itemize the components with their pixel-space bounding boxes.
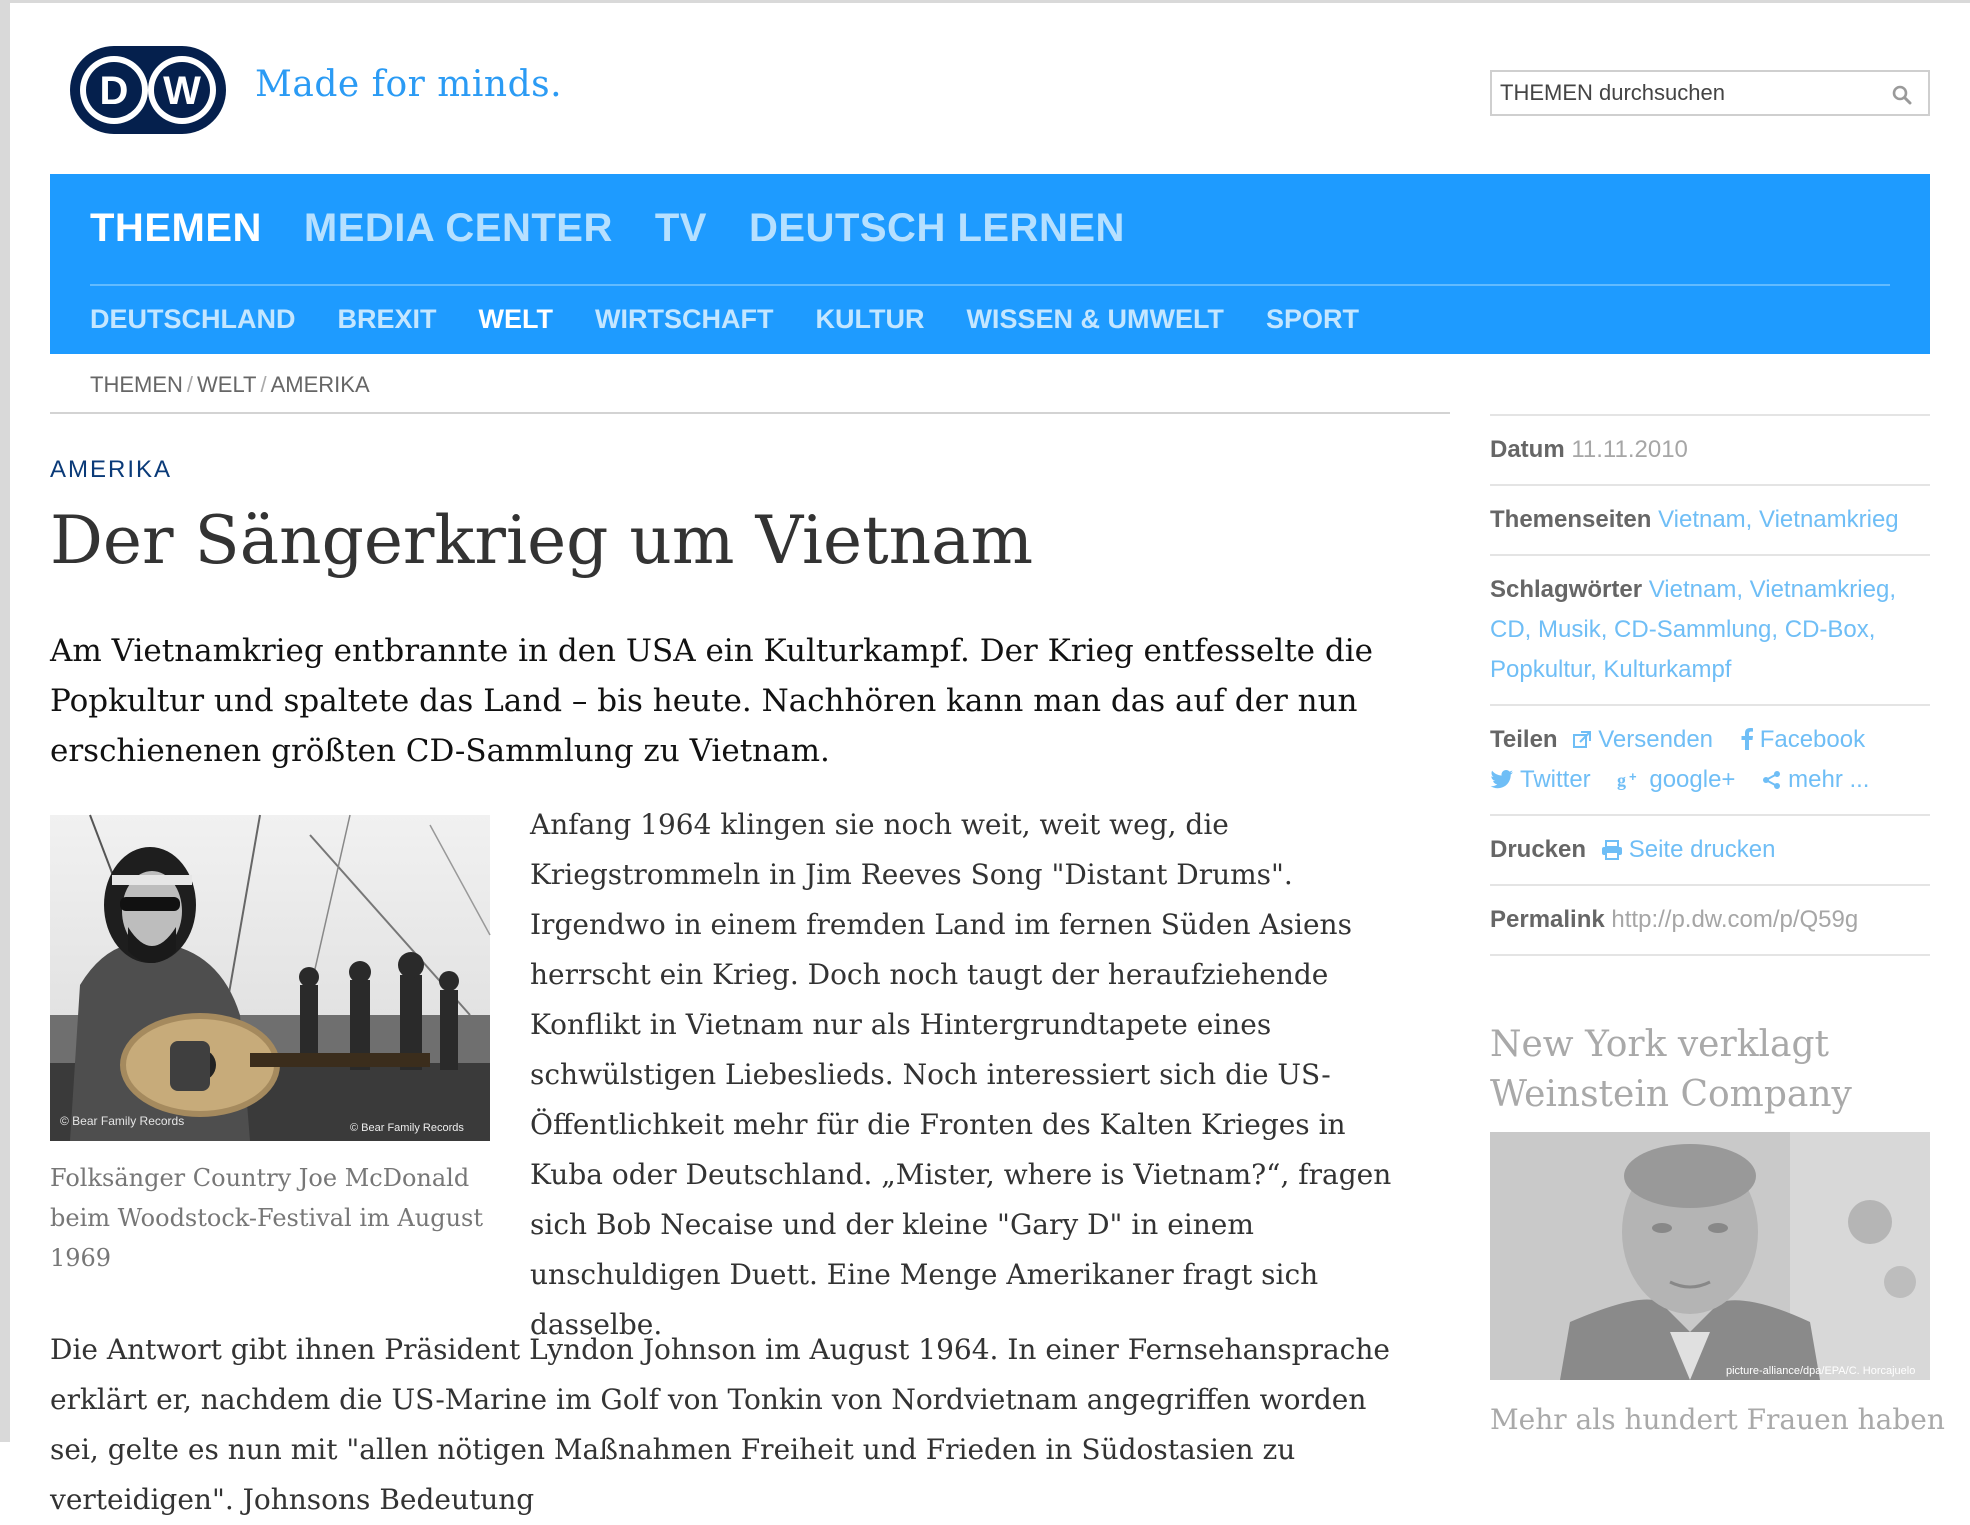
article-title: Der Sängerkrieg um Vietnam (50, 502, 1034, 579)
nav-media-center[interactable]: MEDIA CENTER (303, 206, 613, 250)
subnav-welt[interactable]: WELT (478, 304, 553, 334)
photo-woodstock-image (50, 815, 490, 1141)
meta-datum (1490, 414, 1930, 484)
search-icon[interactable] (1890, 83, 1914, 107)
meta-drucken-label: Drucken (1490, 836, 1587, 863)
nav-themen[interactable]: THEMEN (90, 206, 262, 250)
subnav-wirtschaft[interactable]: WIRTSCHAFT (595, 304, 774, 334)
teaser-photo-image (1490, 1132, 1930, 1380)
breadcrumb-item-themen[interactable]: THEMEN (90, 372, 183, 397)
meta-permalink (1490, 884, 1930, 956)
print-label: Seite drucken (1628, 836, 1776, 863)
meta-datum-label: Datum (1490, 436, 1565, 463)
teaser-text: Mehr als hundert Frauen haben (1490, 1403, 1945, 1436)
article-photo[interactable] (50, 815, 490, 1141)
tag-link[interactable]: Vietnam (1648, 576, 1737, 603)
breadcrumb (90, 372, 370, 398)
breadcrumb-item-amerika[interactable]: AMERIKA (270, 372, 370, 397)
subnav-kultur[interactable]: KULTUR (815, 304, 925, 334)
meta-schlagwoerter: Schlagwörter Vietnam, Vietnamkrieg, CD, Musik, CD-Sammlung, CD-Box, Popkultur, Kulturkampf (1490, 554, 1930, 704)
share-more[interactable] (1762, 760, 1869, 800)
themenseite-link[interactable]: Vietnam (1658, 506, 1746, 533)
svg-text:+: + (1629, 769, 1637, 784)
nav-main-list (90, 206, 1125, 251)
tag-link[interactable]: CD (1490, 616, 1525, 643)
share-google[interactable] (1617, 760, 1735, 800)
share-send[interactable] (1572, 720, 1713, 760)
meta-teilen (1490, 704, 1930, 814)
teaser-title[interactable]: New York verklagt Weinstein Company (1490, 1024, 1852, 1115)
photo-credit-right: © Bear Family Records (350, 1122, 464, 1134)
brand-tagline: Made for minds. (255, 64, 563, 105)
print-icon (1601, 840, 1623, 860)
nav-deutsch-lernen[interactable]: DEUTSCH LERNEN (748, 206, 1125, 250)
article-kicker[interactable]: AMERIKA (50, 456, 173, 483)
tag-link[interactable]: Kulturkampf (1603, 656, 1732, 683)
share-twitter[interactable] (1490, 760, 1591, 800)
tag-link[interactable]: Musik (1538, 616, 1601, 643)
subnav-wissen-umwelt[interactable]: WISSEN & UMWELT (966, 304, 1224, 334)
print-button[interactable] (1601, 830, 1776, 870)
breadcrumb-item-welt[interactable]: WELT (197, 372, 257, 397)
article-paragraph-1: Anfang 1964 klingen sie noch weit, weit weg, die Kriegstrommeln in Jim Reeves Song "Distant Drums". Irgendwo in einem fremden Land im fernen Süden Asiens herrscht ein Krieg. Doch noch taugt der heraufziehende Konflikt in Vietnam nur als Hintergrundtapete eines schwülstigen Liebeslieds. Noch interessiert sich die US-Öffentlichkeit mehr für die Fronten des Kalten Krieges in Kuba oder Deutschland. „Mister, where is Vietnam?“, fragen sich Bob Necaise und der kleine "Gary D" in einem unschuldigen Duett. Eine Menge Amerikaner fragt sich dasselbe. (530, 808, 1392, 1341)
meta-schlagwoerter-label: Schlagwörter (1490, 576, 1643, 603)
svg-text:g: g (1617, 770, 1627, 790)
meta-drucken (1490, 814, 1930, 884)
tag-link[interactable]: Popkultur (1490, 656, 1591, 683)
teaser-photo[interactable] (1490, 1132, 1930, 1380)
breadcrumb-separator: / (186, 372, 194, 397)
meta-teilen-label: Teilen (1490, 726, 1558, 753)
nav-divider (90, 284, 1890, 286)
subnav-sport[interactable]: SPORT (1265, 304, 1359, 334)
meta-themenseiten-label: Themenseiten (1490, 506, 1652, 533)
dw-logo-icon (68, 44, 228, 136)
share-icon (1762, 770, 1782, 790)
meta-datum-value: 11.11.2010 (1571, 436, 1688, 463)
twitter-icon (1490, 770, 1514, 790)
article-paragraph-2: Die Antwort gibt ihnen Präsident Lyndon Johnson im August 1964. In einer Fernsehansprache erklärt er, nachdem die US-Marine im Golf von Tonkin von Nordvietnam angegriffen worden sei, gelte es nun mit "allen nötigen Maßnahmen Freiheit und Frieden in Südostasien zu verteidigen". Johnsons Bedeutung (50, 1333, 1390, 1516)
permalink-url[interactable]: http://p.dw.com/p/Q59g (1611, 906, 1859, 933)
external-link-icon (1572, 730, 1592, 750)
article-meta (1490, 414, 1930, 956)
facebook-icon (1740, 728, 1754, 750)
search-input[interactable] (1492, 80, 1872, 106)
google-plus-icon (1617, 770, 1643, 790)
svg-text:W: W (163, 69, 201, 113)
page-left-edge (0, 0, 10, 1442)
share-more-label: mehr ... (1788, 766, 1870, 793)
search-box (1490, 70, 1930, 116)
main-navigation (50, 174, 1930, 354)
photo-credit-left: © Bear Family Records (60, 1114, 185, 1128)
themenseite-link[interactable]: Vietnamkrieg (1759, 506, 1899, 533)
tag-link[interactable]: Vietnamkrieg (1749, 576, 1890, 603)
breadcrumb-separator: / (260, 372, 267, 397)
nav-sub-list (90, 304, 1359, 335)
share-google-label: google+ (1649, 766, 1736, 793)
photo-caption: Folksänger Country Joe McDonald beim Woodstock-Festival im August 1969 (50, 1164, 483, 1272)
meta-themenseiten: Themenseiten Vietnam, Vietnamkrieg (1490, 484, 1930, 554)
dw-logo[interactable] (68, 44, 228, 136)
content-divider (50, 412, 1450, 414)
article-lead: Am Vietnamkrieg entbrannte in den USA ein Kulturkampf. Der Krieg entfesselte die Popkultur und spaltete das Land – bis heute. Nachhören kann man das auf der nun erschienenen größten CD-Sammlung zu Vietnam. (50, 633, 1373, 769)
share-facebook-label: Facebook (1759, 726, 1866, 753)
page-top-edge (0, 0, 1970, 3)
share-facebook[interactable] (1740, 720, 1865, 760)
teaser-photo-credit: picture-alliance/dpa/EPA/C. Horcajuelo (1726, 1365, 1916, 1377)
share-send-label: Versenden (1598, 726, 1714, 753)
nav-tv[interactable]: TV (654, 206, 707, 250)
subnav-brexit[interactable]: BREXIT (337, 304, 437, 334)
tag-link[interactable]: CD-Sammlung (1614, 616, 1772, 643)
share-twitter-label: Twitter (1520, 766, 1591, 793)
meta-permalink-label: Permalink (1490, 906, 1605, 933)
tag-link[interactable]: CD-Box (1784, 616, 1869, 643)
subnav-deutschland[interactable]: DEUTSCHLAND (90, 304, 296, 334)
svg-text:D: D (99, 69, 129, 113)
